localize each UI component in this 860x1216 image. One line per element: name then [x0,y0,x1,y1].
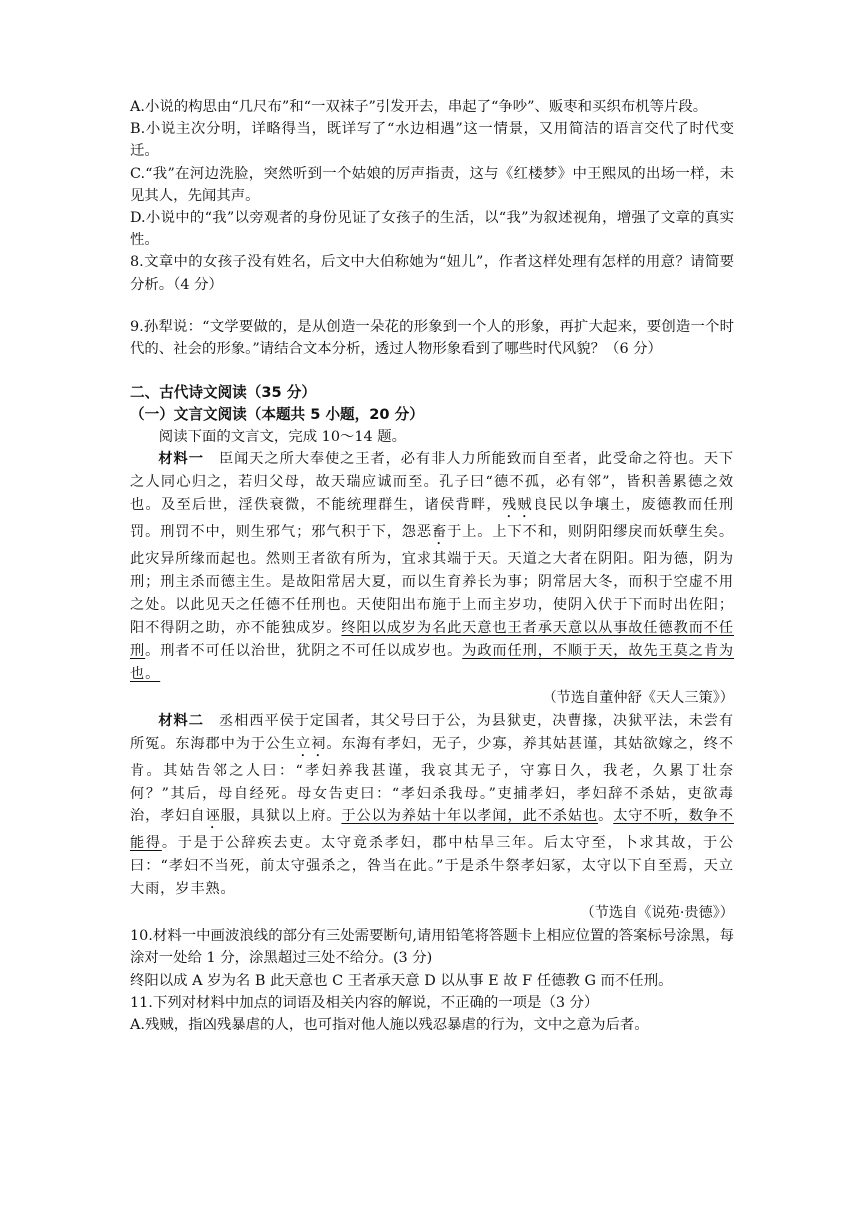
q7-option-c: C.“我”在河边洗脸，突然听到一个姑娘的厉声指责，这与《红楼梦》中王熙凤的出场一样，未见其人，先闻其声。 [130,165,734,204]
material-two-source: （节选自《说苑·贵德》） [580,905,734,922]
section-title: 二、古代诗文阅读（35 分） [130,384,316,402]
underlined-sentence-2: 于公以为养姑十年以孝闻，此不杀姑也 [341,808,599,825]
subsection-title: （一）文言文阅读（本题共 5 小题，20 分） [130,406,424,424]
dotted-word-canzei: 残贼 [501,497,533,514]
reading-instructions: 阅读下面的文言文，完成 10～14 题。 [158,429,407,446]
dotted-word-lici: 立祠 [296,735,327,752]
question-11-option-a: A.残贼，指凶残暴虐的人，也可指对他人施以残忍暴虐的行为，文中之意为后者。 [130,1016,649,1033]
q7-option-b: B.小说主次分明，详略得当，既详写了“水边相遇”这一情景，又用简洁的语言交代了时代变迁。 [130,121,734,160]
question-11-stem: 11.下列对材料中加点的词语及相关内容的解说，不正确的一项是（3 分） [130,994,599,1011]
q7-option-d: D.小说中的“我”以旁观者的身份见证了女孩子的生活，以“我”为叙述视角，增强了文章的真实性。 [130,210,734,249]
wavy-underlined-sentence: 终阳以成岁为名此天意也王者承天意以从事故任德教而不任刑 [130,619,734,659]
material-one-label: 材料一 [158,451,204,468]
exam-page [130,96,734,1036]
question-9: 9.孙犁说：“文学要做的，是从创造一朵花的形象到一个人的形象，再扩大起来，要创造一个时代的、社会的形象。”请结合文本分析，透过人物形象看到了哪些时代风貌？（6 分） [130,318,734,358]
material-one-source: （节选自董仲舒《天人三策》） [542,689,734,706]
material-two-label: 材料二 [158,712,204,729]
material-one-passage: 材料一 臣闻天之所大奉使之王者，必有非人力所能致而自至者，此受命之符也。天下之人同心归之，若归父母，故天瑞应诚而至。孔子曰“德不孤，必有邻”，皆积善累德之效也。及至后世，淫佚衰微，不能统理群生，诸侯背畔，残贼良民以争壤土，废德教而任刑罚。刑罚不中，则生邪气；邪气积于下，怨恶畜于上。上下不和，则阴阳缪戾而妖孽生矣。此灾异所缘而起也。然则王者欲有所为，宜求其端于天。天道之大者在阴阳。阳为德，阴为刑；刑主杀而德主生。是故阳常居大夏，而以生育养长为事；阴常居大冬，而积于空虚不用之处。以此见天之任德不任刑也。天使阳出布施于上而主岁功，使阴入伏于下而时出佐阳；阳不得阴之助，亦不能独成岁。终阳以成岁为名此天意也王者承天意以从事故任德教而不任刑。刑者不可任以治世，犹阴之不可任以成岁也。为政而任刑，不顺于天，故先王莫之肯为也。 [130,451,735,682]
material-two-passage: 材料二 丞相西平侯于定国者，其父号曰于公，为县狱吏，决曹掾，决狱平法，未尝有所冤。东海郡中为于公生立祠。东海有孝妇，无子，少寡，养其姑甚谨，其姑欲嫁之，终不肯。其姑告邻之人曰：“孝妇养我甚谨，我哀其无子，守寡日久，我老，久累丁壮奈何？”其后，母自经死。母女告吏曰：“孝妇杀我母。”吏捕孝妇，孝妇辞不杀姑，吏欲毒治，孝妇自诬服，具狱以上府。于公以为养姑十年以孝闻，此不杀姑也。太守不听，数争不能得。于是于公辞疾去吏。太守竟杀孝妇，郡中枯旱三年。后太守至，卜求其故，于公曰：“孝妇不当死，前太守强杀之，咎当在此。”于是杀牛祭孝妇冢，太守以下自至焉，天立大雨，岁丰熟。 [130,712,734,898]
underlined-sentence-1: 为政而任刑，不顺于天，故先王莫之肯为也。 [130,642,735,682]
question-8: 8.文章中的女孩子没有姓名，后文中大伯称她为“妞儿”，作者这样处理有怎样的用意？请简要分析。（4 分） [130,254,734,293]
underlined-sentence-3: 太守不听，数争不能得 [130,808,734,852]
q7-option-a: A.小说的构思由“几尺布”和“一双袜子”引发开去，串起了“争吵”、贩枣和买织布机等片段。 [130,99,708,115]
dotted-word-xu: 畜 [432,524,448,541]
dotted-word-wu: 诬 [205,808,221,825]
question-10-text: 终阳以成 A 岁为名 B 此天意也 C 王者承天意 D 以从事 E 故 F 任德教 G 而不任刑。 [130,972,673,989]
question-10-stem: 10.材料一中画波浪线的部分有三处需要断句,请用铅笔将答题卡上相应位置的答案标号涂黑，每涂对一处给 1 分，涂黑超过三处不给分。(3 分) [130,928,734,967]
